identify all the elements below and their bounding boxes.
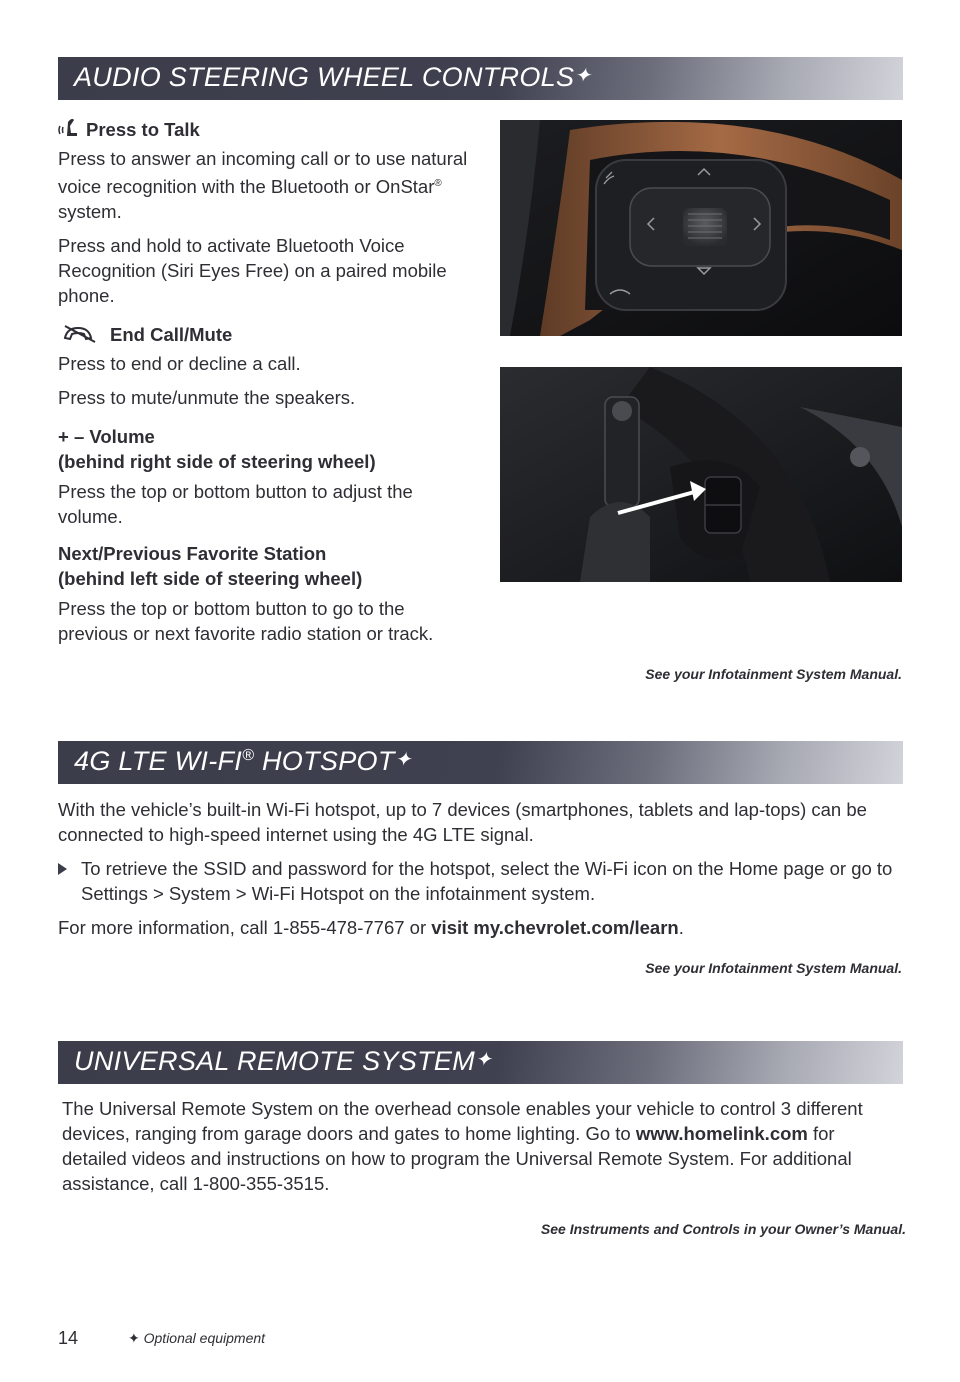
favorite-subheading: (behind left side of steering wheel) <box>58 568 363 590</box>
hotspot-bullet-text: To retrieve the SSID and password for the hotspot, select the Wi-Fi icon on the Home page or go to Settings > System > Wi-Fi Hotspot on the infotainment system. <box>81 858 893 904</box>
volume-desc: Press the top or bottom button to adjust the volume. <box>58 481 413 528</box>
remote-desc: The Universal Remote System on the overhead console enables your vehicle to control 3 different devices, ranging from garage doors and gates to home lighting. Go to www.homelink.com for detailed videos and instructions on how to program the Universal Remote System. For additional assistance, call 1-800-355-3515. <box>62 1098 863 1194</box>
end-call-desc-2: Press to mute/unmute the speakers. <box>58 387 356 409</box>
hotspot-section-title: 4G LTE WI-FI® HOTSPOT✦ <box>74 746 412 776</box>
page-number: 14 <box>58 1328 79 1348</box>
end-call-heading: End Call/Mute <box>58 322 468 347</box>
bullet-arrow-icon <box>58 863 67 875</box>
hotspot-bullet <box>58 856 898 906</box>
steering-wheel-controls-photo <box>500 120 902 336</box>
hotspot-intro: With the vehicle’s built-in Wi-Fi hotspot, up to 7 devices (smartphones, tablets and lap-tops) can be connected to high-speed internet using the 4G LTE signal. <box>58 799 867 845</box>
volume-heading: + – Volume <box>58 426 155 448</box>
press-to-talk-heading: Press to Talk <box>58 117 468 142</box>
end-call-desc-1: Press to end or decline a call. <box>58 353 301 375</box>
hotspot-manual-reference: See your Infotainment System Manual. <box>645 960 902 976</box>
press-to-talk-desc-1: Press to answer an incoming call or to use natural voice recognition with the Bluetooth or OnStar® system. <box>58 148 468 223</box>
voice-talk-icon <box>58 117 80 139</box>
hotspot-learn-link[interactable]: visit my.chevrolet.com/learn <box>431 917 679 938</box>
hotspot-text <box>58 797 898 940</box>
favorite-heading: Next/Previous Favorite Station <box>58 543 327 565</box>
remote-section-title: UNIVERSAL REMOTE SYSTEM✦ <box>74 1046 493 1076</box>
favorite-desc: Press the top or bottom button to go to the previous or next favorite radio station or track. <box>58 598 434 645</box>
remote-text <box>62 1096 894 1196</box>
audio-section-title: AUDIO STEERING WHEEL CONTROLS✦ <box>74 62 592 92</box>
behind-wheel-buttons-photo <box>500 367 902 582</box>
optional-equipment-note: ✦ Optional equipment <box>128 1330 266 1346</box>
audio-text-column <box>58 117 468 646</box>
remote-manual-reference: See Instruments and Controls in your Owner’s Manual. <box>540 1221 906 1237</box>
end-call-icon <box>62 324 98 344</box>
remote-section-banner <box>58 1041 903 1084</box>
homelink-link[interactable]: www.homelink.com <box>635 1123 808 1144</box>
audio-section-banner <box>58 57 903 100</box>
volume-subheading: (behind right side of steering wheel) <box>58 451 376 473</box>
hotspot-section-banner <box>58 741 903 784</box>
hotspot-info: For more information, call 1-855-478-7767 or visit my.chevrolet.com/learn. <box>58 917 684 938</box>
audio-manual-reference: See your Infotainment System Manual. <box>645 666 902 682</box>
press-to-talk-desc-2: Press and hold to activate Bluetooth Voice Recognition (Siri Eyes Free) on a paired mobile phone. <box>58 235 447 307</box>
